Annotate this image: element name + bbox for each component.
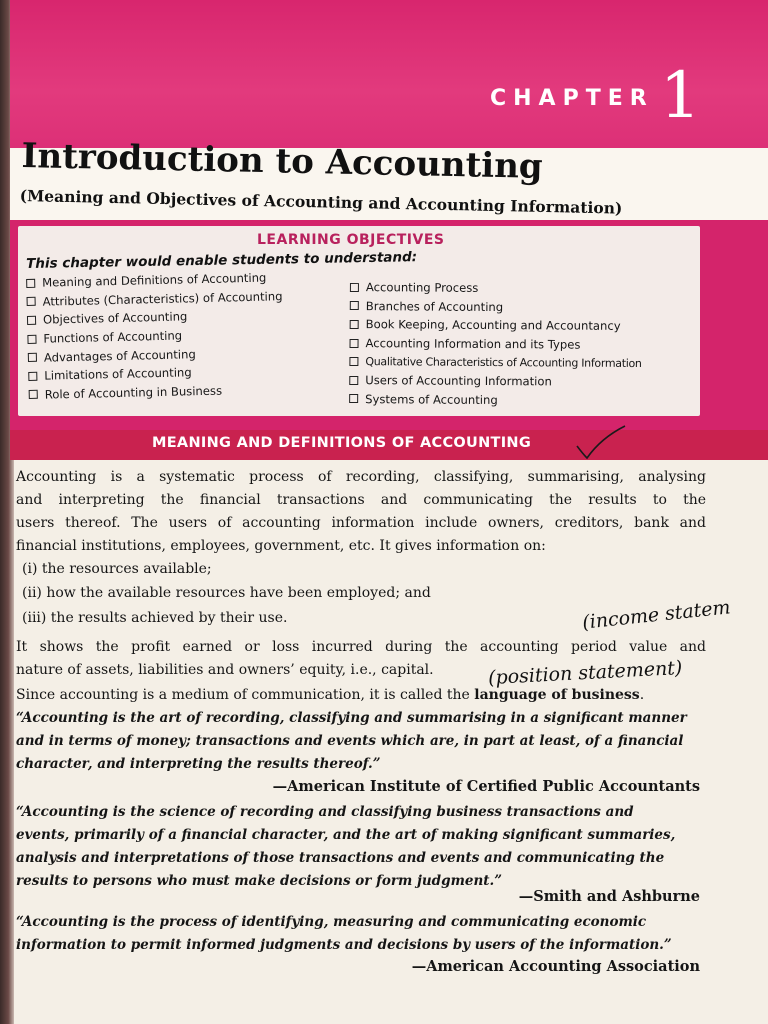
checkbox-icon	[350, 283, 359, 292]
checkbox-icon	[350, 320, 359, 329]
chapter-subtitle: (Meaning and Objectives of Accounting and Accounting Information)	[19, 186, 623, 218]
chapter-label: CHAPTER	[490, 86, 654, 111]
body-line: It shows the profit earned or loss incurred during the accounting period value and	[16, 639, 706, 655]
chapter-number: 1	[660, 59, 701, 133]
quote-line: “Accounting is the process of identifying, measuring and communicating economic	[16, 914, 647, 930]
objective-item: Systems of Accounting	[349, 390, 641, 411]
objective-item: Accounting Process	[350, 278, 642, 299]
list-item: (iii) the results achieved by their use.	[22, 610, 288, 626]
chapter-header-band	[10, 0, 768, 152]
body-line: financial institutions, employees, government, etc. It gives information on:	[16, 538, 546, 554]
language-of-business-sentence: Since accounting is a medium of communication, it is called the language of business.	[16, 687, 645, 703]
body-line: users thereof. The users of accounting information include owners, creditors, bank and	[16, 515, 706, 531]
quote-author: —Smith and Ashburne	[518, 888, 700, 905]
quote-author: —American Accounting Association	[411, 958, 700, 975]
checkbox-icon	[28, 372, 37, 381]
objective-item: Limitations of Accounting	[28, 361, 284, 385]
quote-line: events, primarily of a financial character, and the art of making significant summaries,	[16, 827, 676, 843]
handwritten-note-income-statement: (income statem	[581, 596, 732, 634]
checkbox-icon	[28, 353, 37, 362]
objective-item: Attributes (Characteristics) of Accounting	[26, 287, 282, 311]
objective-item: Role of Accounting in Business	[29, 380, 285, 404]
objective-item: Branches of Accounting	[350, 297, 642, 318]
checkbox-icon	[349, 394, 358, 403]
list-item: (ii) how the available resources have been employed; and	[22, 585, 431, 601]
body-line: nature of assets, liabilities and owners’ equity, i.e., capital.	[16, 662, 434, 678]
checkbox-icon	[26, 279, 35, 288]
handwritten-note-position-statement: (position statement)	[487, 656, 683, 690]
learning-objectives-heading: LEARNING OBJECTIVES	[257, 232, 445, 248]
quote-line: “Accounting is the art of recording, classifying and summarising in a significant manner	[16, 710, 687, 726]
objective-item: Book Keeping, Accounting and Accountancy	[350, 315, 642, 336]
checkbox-icon	[29, 390, 38, 399]
objective-item: Objectives of Accounting	[27, 305, 283, 329]
checkbox-icon	[27, 297, 36, 306]
objective-item: Accounting Information and its Types	[349, 334, 641, 355]
objective-item: Users of Accounting Information	[349, 371, 641, 392]
quote-line: results to persons who must make decisions or form judgment.”	[16, 873, 502, 889]
learning-objectives-intro: This chapter would enable students to understand:	[26, 249, 418, 272]
quote-author: —American Institute of Certified Public Accountants	[272, 778, 700, 795]
objective-item: Advantages of Accounting	[28, 343, 284, 367]
checkbox-icon	[349, 376, 358, 385]
quote-line: and in terms of money; transactions and events which are, in part at least, of a financial	[16, 733, 684, 749]
handwritten-check-mark	[575, 424, 627, 462]
section-title: MEANING AND DEFINITIONS OF ACCOUNTING	[152, 435, 532, 451]
objective-item: Meaning and Definitions of Accounting	[26, 268, 282, 292]
quote-line: information to permit informed judgments and decisions by users of the information.”	[16, 937, 672, 953]
body-line: and interpreting the financial transactions and communicating the results to the	[16, 492, 706, 508]
checkbox-icon	[350, 339, 359, 348]
objective-item: Functions of Accounting	[27, 324, 283, 348]
objectives-list-right	[349, 278, 642, 410]
objectives-list-left	[26, 268, 285, 404]
checkbox-icon	[27, 316, 36, 325]
checkbox-icon	[349, 357, 358, 366]
objective-item: Qualitative Characteristics of Accounting Information	[349, 352, 641, 373]
list-item: (i) the resources available;	[22, 561, 212, 577]
quote-line: “Accounting is the science of recording and classifying business transactions and	[16, 804, 634, 820]
chapter-title: Introduction to Accounting	[21, 136, 544, 187]
quote-line: analysis and interpretations of those transactions and events and communicating the	[16, 850, 665, 866]
quote-line: character, and interpreting the results thereof.”	[16, 756, 381, 772]
checkbox-icon	[27, 334, 36, 343]
checkbox-icon	[350, 301, 359, 310]
body-line: Accounting is a systematic process of recording, classifying, summarising, analysing	[16, 469, 706, 485]
